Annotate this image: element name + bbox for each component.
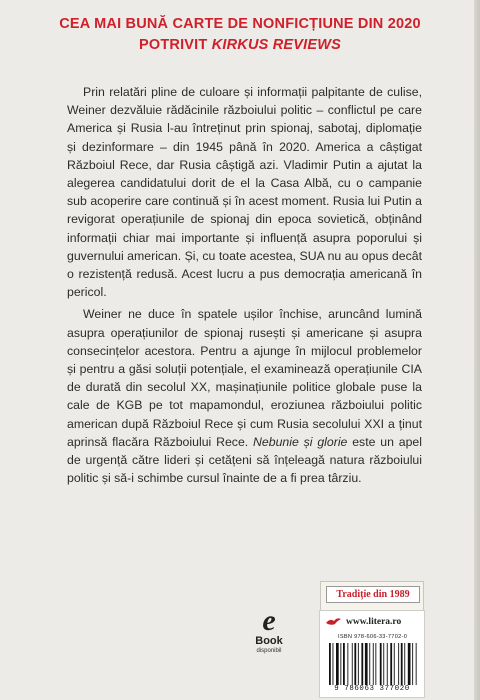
barcode-bar [340,643,341,685]
litera-bird-icon [326,617,341,627]
paragraph-2-end: este un apel de urgență către lideri și cetățeni să înțeleagă natura războiului politic și să-i schimbe cursul înainte de a fi prea târziu. [67,434,422,486]
barcode-bar [383,643,384,685]
barcode-bar [336,643,339,685]
description-paragraph-1: Prin relatări pline de culoare și informații palpitante de culise, Weiner dezvăluie rădăcinile războiului politic – conflictul pe care America și Rusia l-au întreținut prin spionaj, sabotaj, diplomație și dezinformare – din 1945 până în 2020. America a câștigat Războiul Rece, dar Rusia câștigă azi. Vladimir Putin a ajutat la alegerea candidatului dorit de el la Casa Albă, cu o campanie sub acoperire care continuă și în acest moment. Rusia lui Putin a revigorat operațiunile de spionaj din epoca sovietică, obținând informații chiar mai importante și influență asupra poporului și guvernului american. Și, cu toate acestea, SUA nu au opus decât o rezistență redusă. Acest lucru a pus democrația americană în pericol. [67,85,422,300]
page-edge [474,0,480,700]
barcode-bar [387,643,388,685]
headline [40,14,440,56]
barcode-bar [412,643,413,685]
barcode-icon [329,643,417,685]
barcode-bar [365,643,368,685]
barcode-bar [408,643,411,685]
description-paragraph-2 [67,305,422,487]
barcode-bar [416,643,417,685]
barcode-bar [369,643,370,685]
barcode-bar [401,643,403,685]
headline-line-1: CEA MAI BUNĂ CARTE DE NONFICȚIUNE DIN 2020 [59,16,421,32]
publisher-website: www.litera.ro [346,617,402,627]
barcode-bar [354,643,356,685]
barcode-bar [347,643,348,685]
barcode-bar [352,643,353,685]
ebook-available-label: disponibil [256,648,282,654]
barcode-bar [373,643,374,685]
publisher-site [324,616,420,629]
barcode-bar [329,643,331,685]
headline-line-2 [40,35,440,56]
barcode-bar [333,643,334,685]
barcode-number: 9 786063 377020 [334,685,410,693]
barcode-bar [361,643,363,685]
barcode-bar [343,643,345,685]
description [67,83,422,491]
ebook-e-icon: e [262,604,276,637]
barcode-bar [380,643,382,685]
barcode-bar [390,643,392,685]
barcode-bar [394,643,395,685]
paragraph-2-start: Weiner ne duce în spatele ușilor închise, aruncând lumină asupra operațiunilor de spionaj rusești și americane și asupra consecințelor acestora. Pentru a ajunge în mijlocul problemelor și pentru a găsi soluții potențiale, el examinează operațiunile CIA de durată din secolul XX, mașinațiunile politice globale puse la cale de KGB pe tot mapamondul, eroziunea războiului politic american după Războiul Rece și cum Rusia secolului XXI a ținut aprinsă flacăra Războiului Rece. [67,307,422,449]
barcode-bar [404,643,405,685]
barcode-bar [375,643,376,685]
book-title-italic: Nebunie și glorie [253,434,348,449]
headline-kirkus: KIRKUS REVIEWS [211,37,341,53]
barcode-bar [358,643,359,685]
tradition-label: Tradiție din 1989 [326,586,420,603]
headline-prefix: POTRIVIT [139,37,212,53]
barcode-bar [398,643,399,685]
ebook-badge [251,604,287,655]
isbn-text: ISBN 978-606-33-7702-0 [338,634,408,640]
barcode-panel [319,610,425,698]
ebook-label: Book [255,635,283,647]
